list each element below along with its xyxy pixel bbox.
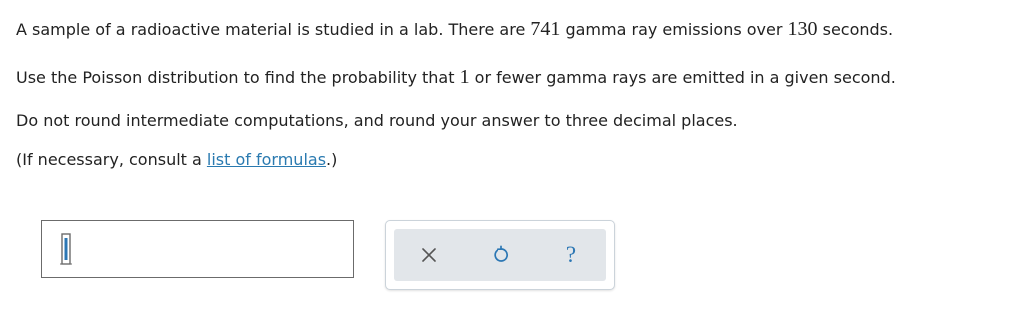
formula-hint-prefix: (If necessary, consult a [16,150,207,169]
clear-button[interactable] [416,242,442,268]
formula-hint [16,150,337,170]
emissions-count: 741 [530,18,561,40]
instruction-prefix: Use the Poisson distribution to find the probability that [16,68,460,87]
problem-instruction-line-2 [16,67,896,88]
close-icon [421,247,437,263]
undo-button[interactable] [488,242,514,268]
decimal-template-icon [59,233,73,267]
help-label: ? [565,242,577,267]
statement-middle: gamma ray emissions over [560,20,788,39]
tools-toolbar [394,229,606,281]
answer-tools-panel [385,220,615,290]
answer-input[interactable] [41,220,354,278]
gamma-ray-threshold: 1 [459,66,470,88]
problem-statement-line-1 [16,19,893,40]
list-of-formulas-link[interactable]: list of formulas [206,150,327,169]
help-button[interactable] [558,242,584,268]
instruction-suffix: or fewer gamma rays are emitted in a given second. [469,68,896,87]
rounding-instruction: Do not round intermediate computations, and round your answer to three decimal places. [16,111,738,130]
undo-icon [491,245,511,265]
formula-hint-suffix: .) [326,150,338,169]
statement-prefix: A sample of a radioactive material is studied in a lab. There are [16,20,531,39]
statement-suffix: seconds. [817,20,894,39]
seconds-count: 130 [787,18,818,40]
